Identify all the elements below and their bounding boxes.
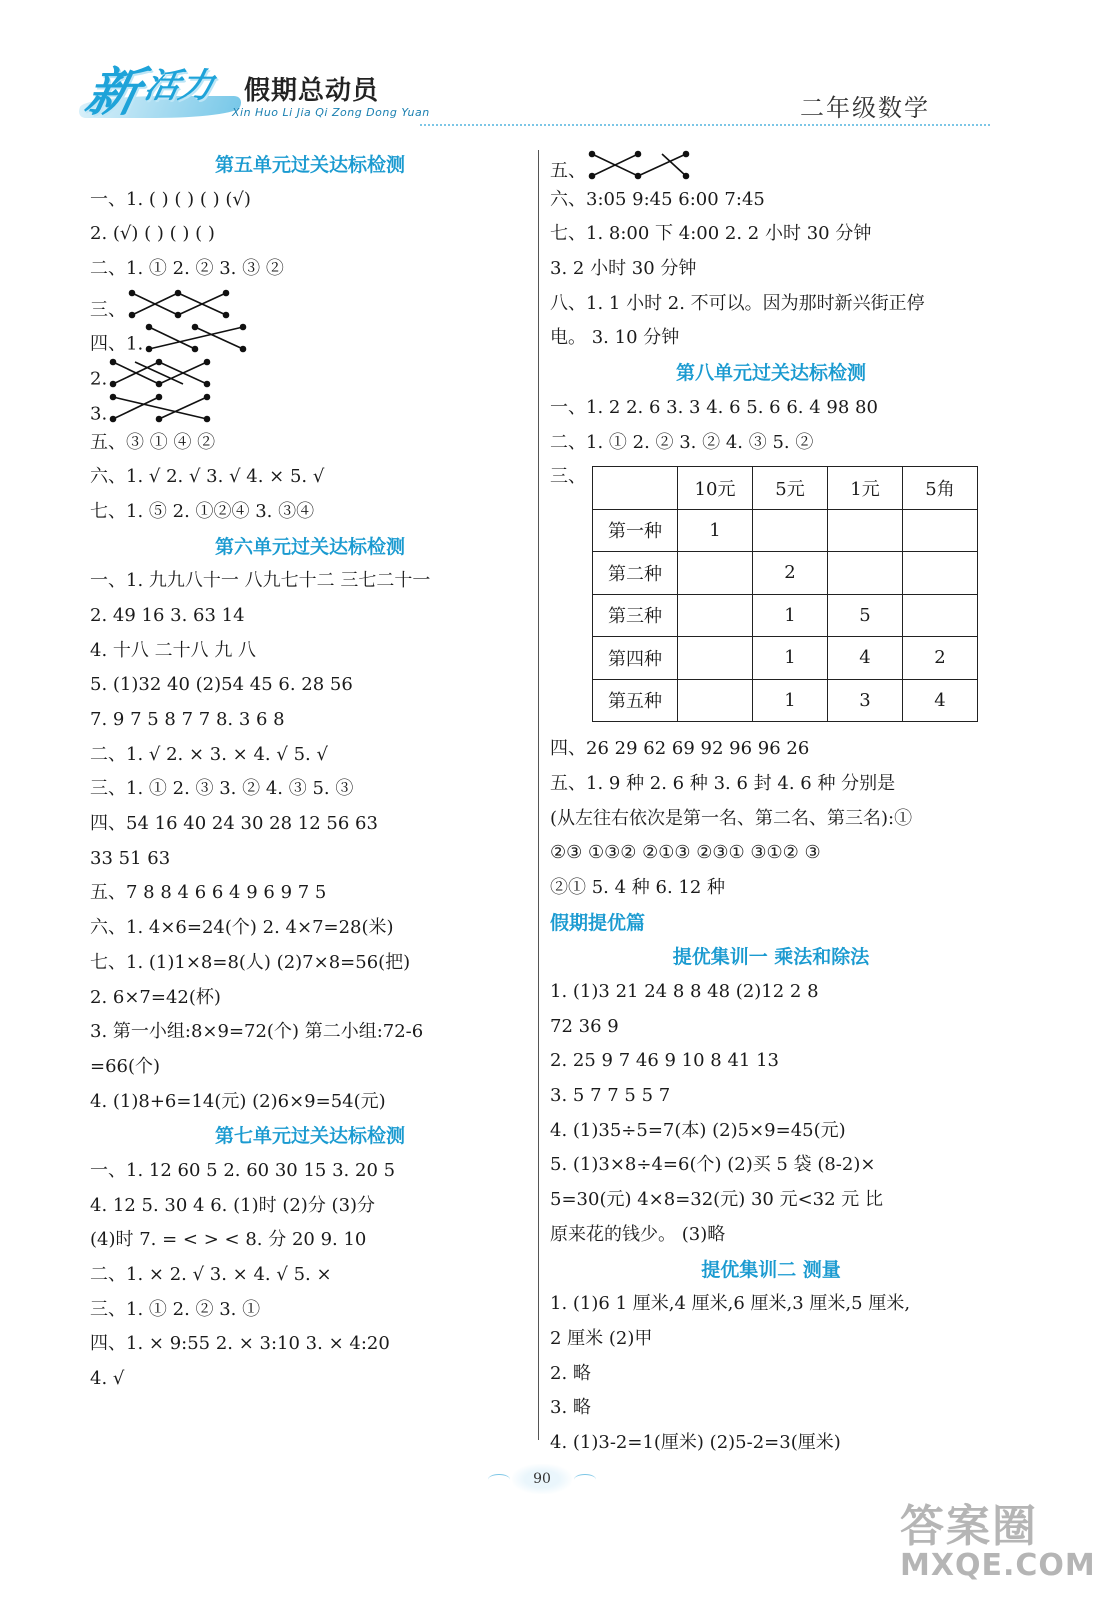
answer-line: 1. (1)3 21 24 8 8 48 (2)12 2 8 [550,981,819,1002]
table-cell: 4 [828,637,903,680]
table-cell: 第四种 [593,637,678,680]
answer-line: 一、1. 2 2. 6 3. 3 4. 6 5. 6 6. 4 98 80 [550,396,878,418]
column-divider [538,150,539,1440]
answer-line: 五、1. 9 种 2. 6 种 3. 6 封 4. 6 种 分别是 [550,772,896,794]
section-title: 第七单元过关达标检测 [214,1125,405,1148]
answer-line: 一、1. ( ) ( ) ( ) (√) [90,188,251,210]
watermark-cn: 答案圈 [900,1501,1038,1552]
table-cell: 第三种 [593,594,678,637]
matching-answer [90,391,530,426]
table-row [593,594,978,637]
matching-answer [550,148,992,183]
table-cell [753,509,828,552]
answer-line: 33 51 63 [90,847,171,869]
table-cell [678,637,753,680]
table-cell: 1 [753,637,828,680]
answer-line: (从左往右依次是第一名、第二名、第三名):① [550,807,913,829]
answer-table-block [550,460,992,732]
answer-line: (4)时 7. = < > < 8. 分 20 9. 10 [90,1229,367,1251]
answer-line: 四、26 29 62 69 92 96 96 26 [550,738,810,760]
answer-line: 3. 5 7 7 5 5 7 [550,1085,671,1107]
logo-title: 假期总动员 [244,76,380,106]
table-cell: 1 [678,509,753,552]
question-number: 三、 [90,299,126,321]
logo-pinyin: Xin Huo Li Jia Qi Zong Dong Yuan [232,106,430,119]
answer-line: 三、1. ① 2. ② 3. ① [90,1298,261,1320]
answer-line: 2 厘米 (2)甲 [550,1327,653,1349]
table-cell: 2 [903,637,978,680]
answer-line: ②③ ①③② ②①③ ②③① ③①② ③ [550,842,821,864]
table-label: 三、 [550,466,586,488]
answer-line: 七、1. ⑤ 2. ①②④ 3. ③④ [90,500,315,522]
table-cell [678,594,753,637]
table-cell: 3 [828,679,903,722]
table-cell [828,552,903,595]
answer-line: 四、54 16 40 24 30 28 12 56 63 [90,813,378,835]
answer-line: 3. 略 [550,1397,591,1419]
table-row [593,637,978,680]
section-title: 第五单元过关达标检测 [214,154,405,176]
page-number: 90 [512,1464,572,1494]
answer-line: 七、1. 8:00 下 4:00 2. 2 小时 30 分钟 [550,223,872,245]
answer-line: 四、1. × 9:55 2. × 3:10 3. × 4:20 [90,1333,390,1355]
watermark-url: MXQE.COM [900,1548,1096,1583]
answer-line: 4. (1)8+6=14(元) (2)6×9=54(元) [90,1090,386,1112]
answer-line: 五、7 8 8 4 6 6 4 9 6 9 7 5 [90,882,327,904]
right-column [550,148,992,1461]
page-header [0,0,1100,140]
table-header-cell [593,467,678,510]
table-cell: 1 [753,679,828,722]
answer-line: 二、1. ① 2. ② 3. ③ ② [90,258,284,280]
table-cell [903,552,978,595]
answer-line: =66(个) [90,1055,161,1077]
answer-line: 五、③ ① ④ ② [90,431,216,453]
table-cell: 2 [753,552,828,595]
answer-line: 1. (1)6 1 厘米,4 厘米,6 厘米,3 厘米,5 厘米, [550,1293,911,1315]
matching-answer [90,321,530,356]
section-title: 第六单元过关达标检测 [214,535,405,558]
answer-line: 3. 2 小时 30 分钟 [550,258,697,280]
answer-line: 4. (1)35÷5=7(本) (2)5×9=45(元) [550,1119,846,1141]
answer-line: 原来花的钱少。 (3)略 [550,1223,726,1245]
answer-line: 4. 12 5. 30 4 6. (1)时 (2)分 (3)分 [90,1194,376,1216]
answer-line: 5=30(元) 4×8=32(元) 30 元<32 元 比 [550,1189,883,1211]
answer-line: 72 36 9 [550,1015,619,1037]
section-title: 提优集训一 乘法和除法 [672,946,870,969]
table-cell: 4 [903,679,978,722]
answer-line: 4. √ [90,1368,125,1390]
table-header-cell: 10元 [678,467,753,510]
table-row [593,509,978,552]
answer-line: 电。 3. 10 分钟 [550,327,680,349]
header-rule [420,124,990,126]
table-header-cell: 5元 [753,467,828,510]
watermark [900,1490,1096,1590]
answer-line: 5. (1)32 40 (2)54 45 6. 28 56 [90,674,353,696]
answer-line: 六、3:05 9:45 6:00 7:45 [550,188,765,210]
answer-table [592,466,978,722]
answer-line: 3. 第一小组:8×9=72(个) 第二小组:72-6 [90,1021,424,1043]
section-title: 第八单元过关达标检测 [675,362,866,385]
answer-line: 2. 6×7=42(杯) [90,986,221,1008]
table-cell [903,594,978,637]
table-cell: 第五种 [593,679,678,722]
answer-line: 一、1. 12 60 5 2. 60 30 15 3. 20 5 [90,1159,396,1181]
answer-line: 2. 25 9 7 46 9 10 8 41 13 [550,1050,779,1072]
table-header-cell: 1元 [828,467,903,510]
answer-line: 4. (1)3-2=1(厘米) (2)5-2=3(厘米) [550,1431,841,1453]
question-number: 四、1. [90,333,144,355]
table-cell: 第一种 [593,509,678,552]
answer-line: 2. 49 16 3. 63 14 [90,604,245,626]
table-cell: 1 [753,594,828,637]
answer-line: 7. 9 7 5 8 7 7 8. 3 6 8 [90,709,285,730]
answer-line: 三、1. ① 2. ③ 3. ② 4. ③ 5. ③ [90,778,354,800]
section-title: 提优集训二 测量 [701,1258,841,1281]
answer-line: 4. 十八 二十八 九 八 [90,639,257,661]
logo-huoli: 活力 [141,66,218,106]
section-title: 假期提优篇 [550,911,646,934]
left-column [90,148,530,1397]
question-number: 3. [90,403,108,425]
answer-line: 5. (1)3×8÷4=6(个) (2)买 5 袋 (8-2)× [550,1154,876,1176]
table-header-cell: 5角 [903,467,978,510]
question-number: 五、 [550,160,586,182]
grade-label: 二年级数学 [800,94,930,122]
answer-line: 六、1. √ 2. √ 3. √ 4. × 5. √ [90,466,325,488]
answer-line: 二、1. √ 2. × 3. × 4. √ 5. √ [90,743,328,765]
answer-line: 2. (√) ( ) ( ) ( ) [90,223,215,245]
answer-line: 二、1. × 2. √ 3. × 4. √ 5. × [90,1264,332,1285]
answer-line: 八、1. 1 小时 2. 不可以。因为那时新兴街正停 [550,292,925,314]
question-number: 2. [90,368,108,390]
answer-line: 六、1. 4×6=24(个) 2. 4×7=28(米) [90,917,394,939]
table-cell: 5 [828,594,903,637]
table-header-row [593,467,978,510]
table-cell [828,509,903,552]
page-ornament-left [488,1474,510,1485]
table-cell: 第二种 [593,552,678,595]
table-row [593,552,978,595]
page-ornament-right [574,1474,596,1485]
matching-answer [90,287,530,322]
logo-xin: 新 [80,63,146,123]
answer-line: 一、1. 九九八十一 八九七十二 三七二十一 [90,570,431,592]
answer-line: 二、1. ① 2. ② 3. ② 4. ③ 5. ② [550,431,814,453]
answer-line: 七、1. (1)1×8=8(人) (2)7×8=56(把) [90,951,411,973]
matching-answer [90,356,530,391]
table-cell [678,679,753,722]
table-cell [903,509,978,552]
table-cell [678,552,753,595]
answer-line: 2. 略 [550,1362,591,1384]
table-row [593,679,978,722]
answer-line: ②① 5. 4 种 6. 12 种 [550,876,726,898]
